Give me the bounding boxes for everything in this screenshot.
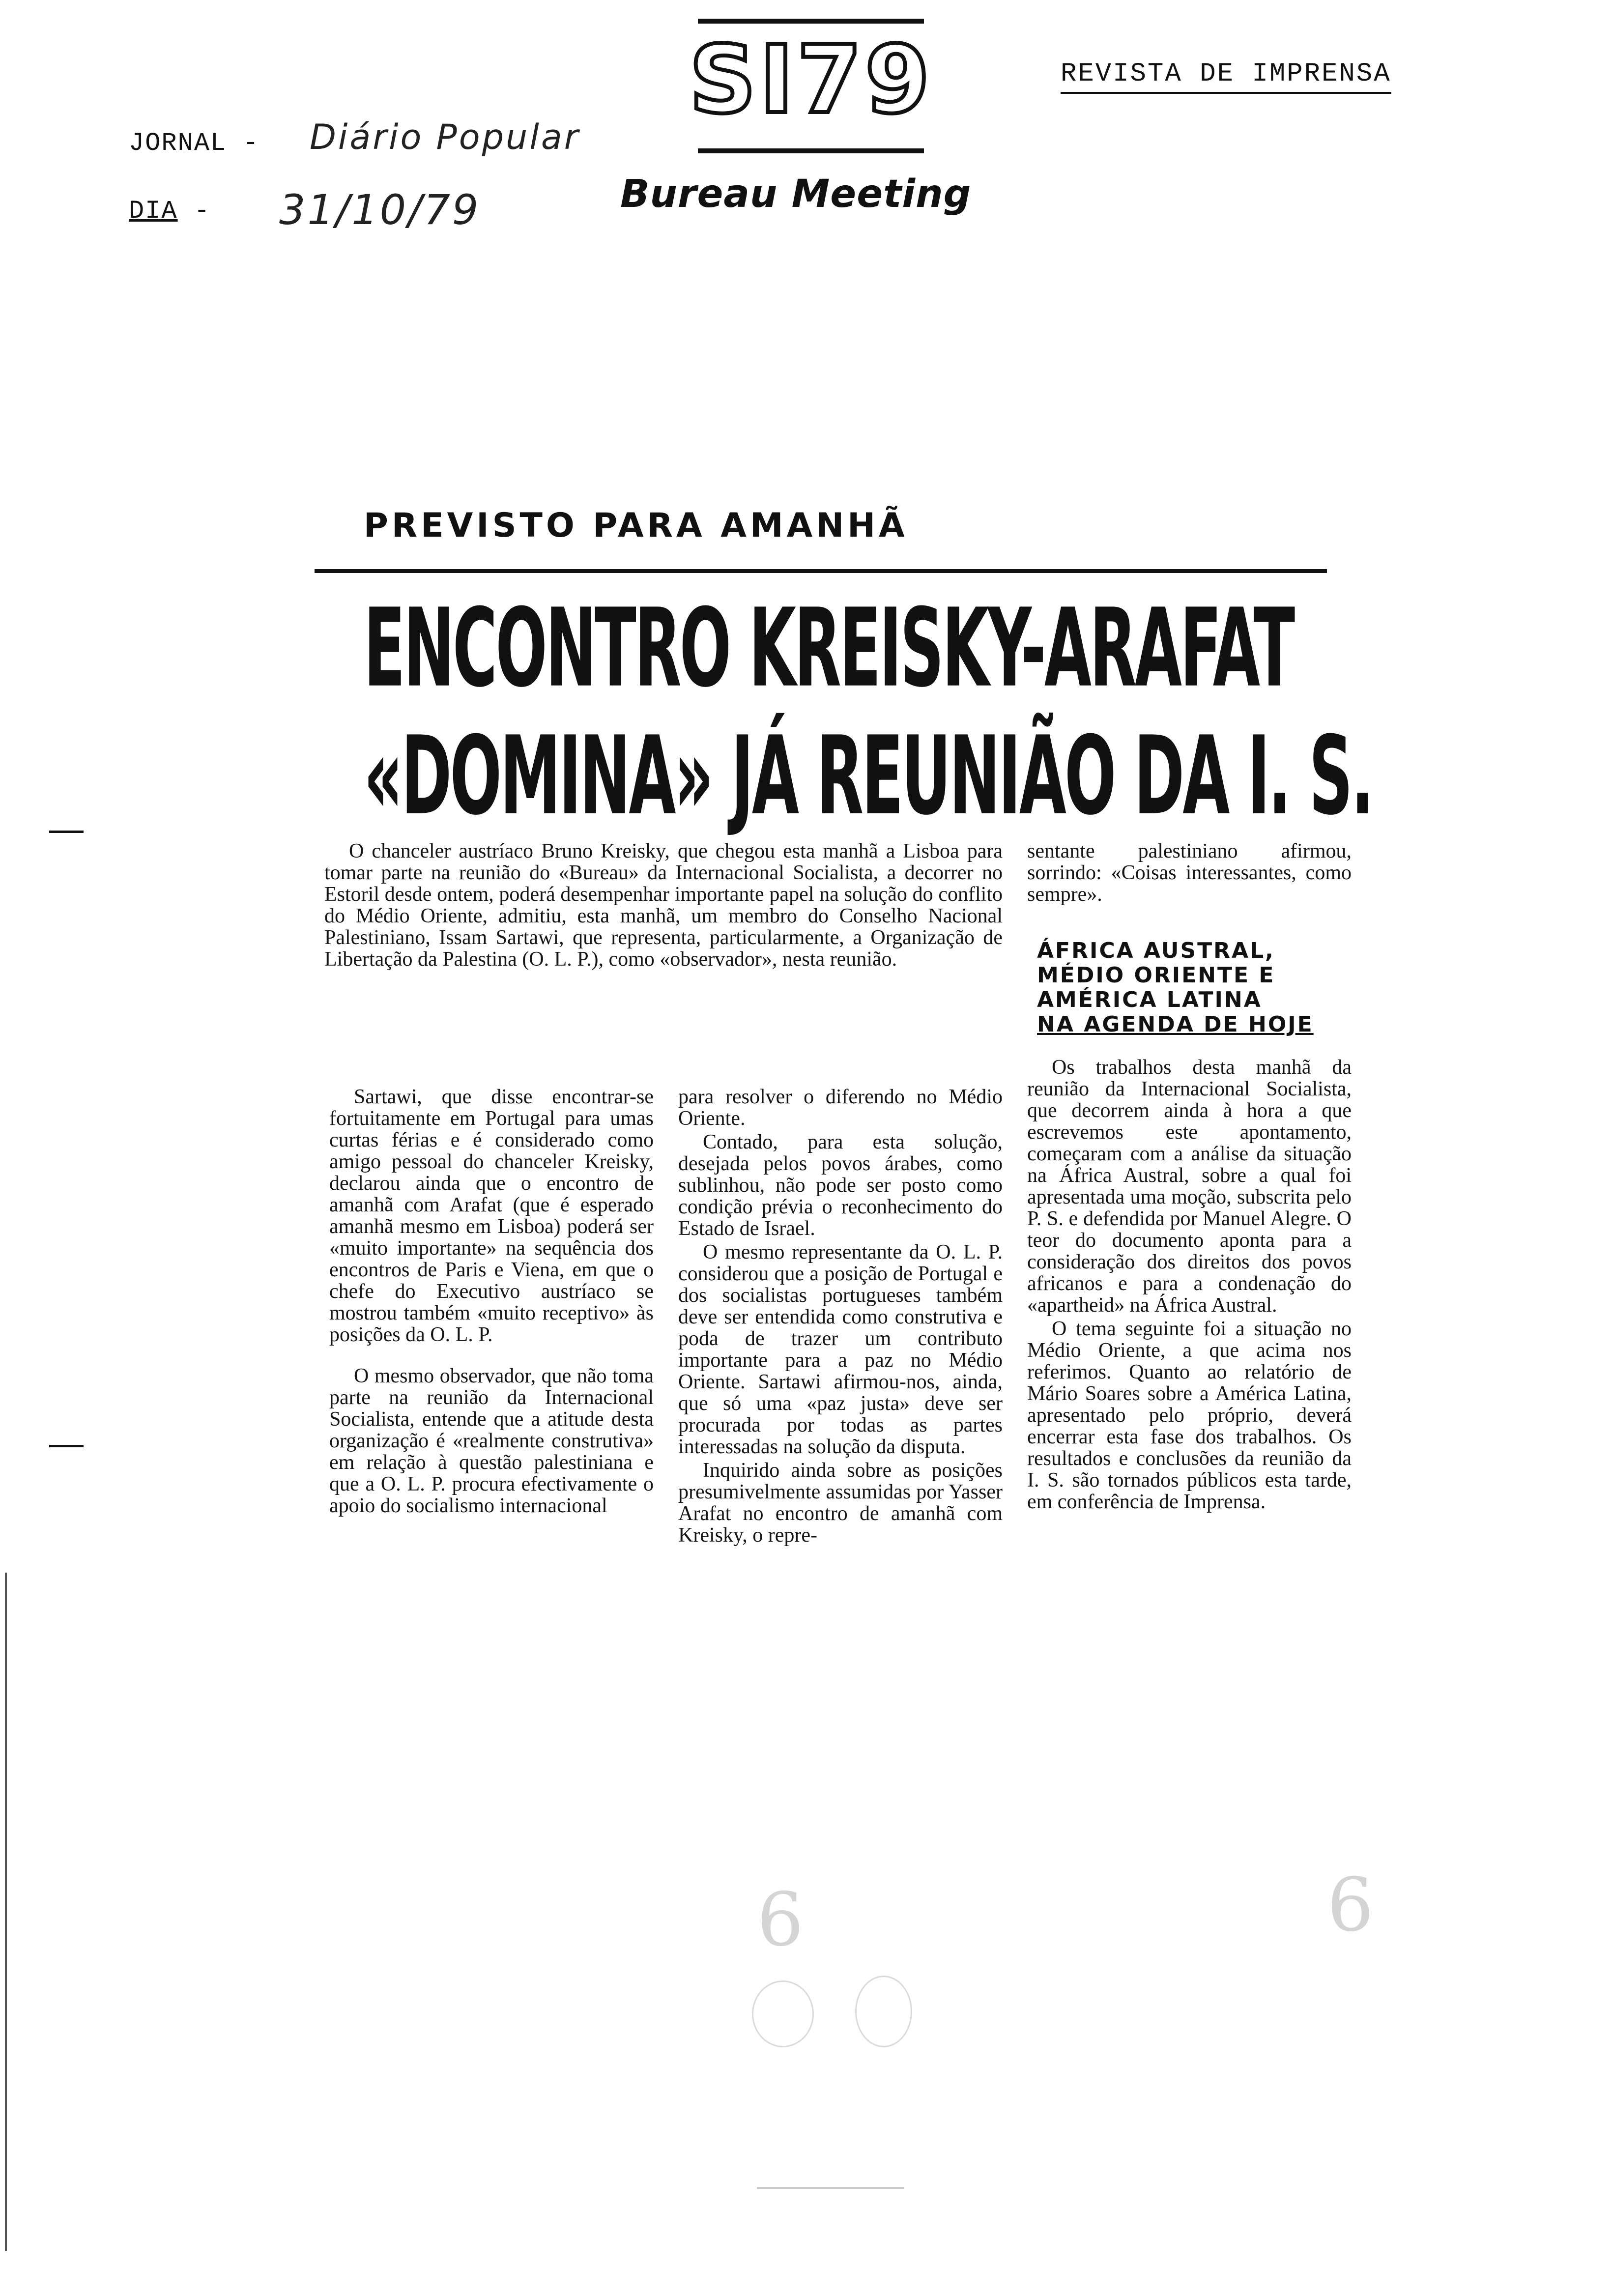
bottom-faint-line xyxy=(757,2187,904,2189)
logo-bottom-bar xyxy=(698,148,924,153)
agenda-subheading-line-1: ÁFRICA AUSTRAL, xyxy=(1037,938,1275,963)
headline-line-1: ENCONTRO KREISKY-ARAFAT xyxy=(364,585,1294,712)
margin-scan-edge xyxy=(5,1573,7,2251)
logo-mark: SI79 xyxy=(689,26,933,134)
headline-line-2: «DOMINA» JÁ REUNIÃO DA I. S. xyxy=(364,713,1373,839)
dia-label-text: DIA xyxy=(129,197,178,226)
lead-text: O chanceler austríaco Bruno Kreisky, que chegou esta manhã a Lisboa para tomar parte na reunião do «Bureau» da Internacional Socialista, a decorrer no Estoril desde ontem, poderá desempenhar importante papel na solução do conflito do Médio Oriente, admitiu, esta manhã, um membro do Conselho Nacional Palestiniano, Issam Sartawi, que representa, particularmente, a Organização de Libertação da Palestina (O. L. P.), como «observador», nesta reunião. xyxy=(324,840,1003,971)
jornal-handwritten-value: Diário Popular xyxy=(310,117,580,157)
col3-paragraph-2: O tema seguinte foi a situação no Médio Oriente, a que acima nos referimos. Quanto ao relatório de Mário Soares sobre a América Latina, apresentado pelo próprio, deverá encerrar esta fase dos trabalhos. Os resultados e conclusões da reunião da I. S. são tornados públicos esta tarde, em conferência de Imprensa. xyxy=(1027,1318,1352,1513)
col2-paragraph-4: Inquirido ainda sobre as posições presumivelmente assumidas por Yasser Arafat no encontro de amanhã com Kreisky, o repre- xyxy=(678,1459,1003,1547)
agenda-subheading xyxy=(1037,939,1361,1037)
article xyxy=(315,487,1373,1745)
col1-paragraph-1: Sartawi, que disse encontrar-se fortuitamente em Portugal para umas curtas férias e é considerado como amigo pessoal do chanceler Kreisky, declarou ainda que o encontro de amanhã com Arafat (que é esperado amanhã mesmo em Lisboa) poderá ser «muito importante» na sequência dos encontros de Paris e Viena, em que o chefe do Executivo austríaco se mostrou também «muito receptivo» às posições da O. L. P. xyxy=(329,1086,654,1346)
dia-handwritten-value: 31/10/79 xyxy=(279,186,481,234)
dia-label xyxy=(129,197,210,226)
column-3-body xyxy=(1027,1057,1352,1532)
col2-paragraph-2: Contado, para esta solução, desejada pelos povos árabes, como sublinhou, não pode ser posto como condição prévia o reconhecimento do Estado de Israel. xyxy=(678,1131,1003,1240)
revista-de-imprensa-label: REVISTA DE IMPRENSA xyxy=(1061,59,1391,94)
stamp-mark-1: 6 xyxy=(757,1877,804,1963)
column-2 xyxy=(678,1086,1003,1566)
dia-label-sep: - xyxy=(194,197,211,226)
lead-paragraph xyxy=(324,840,1003,990)
si79-logo xyxy=(688,10,934,167)
article-top-rule xyxy=(315,569,1327,573)
margin-dash-bottom xyxy=(49,1445,84,1447)
agenda-subheading-line-2: MÉDIO ORIENTE E xyxy=(1037,963,1275,988)
col1-paragraph-2: O mesmo observador, que não toma parte na reunião da Internacional Socialista, entende que a atitude desta organização é «realmente construtiva» em relação à questão palestiniana e que a O. L. P. procura efectivamente o apoio do socialismo internacional xyxy=(329,1365,654,1517)
logo-top-bar xyxy=(698,19,924,24)
column-3 xyxy=(1027,840,1352,925)
margin-dash-top xyxy=(49,831,84,833)
agenda-subheading-line-3: AMÉRICA LATINA xyxy=(1037,987,1262,1012)
jornal-label: JORNAL - xyxy=(129,129,259,158)
col2-paragraph-3: O mesmo representante da O. L. P. considerou que a posição de Portugal e dos socialistas portugueses também deve ser entendida como construtiva e poda de trazer um contributo importante para a paz no Médio Oriente. Sartawi afirmou-nos, ainda, que só uma «paz justa» deve ser procurada por todas as partes interessadas na solução da disputa. xyxy=(678,1241,1003,1458)
col2-paragraph-1: para resolver o diferendo no Médio Oriente. xyxy=(678,1086,1003,1130)
stamp-smudge-left xyxy=(752,1980,814,2047)
col3-paragraph-1: Os trabalhos desta manhã da reunião da Internacional Socialista, que decorrem ainda à hora a que escrevemos este apontamento, começaram com a análise da situação na África Austral, sobre a qual foi apresentada uma moção, subscrita pelo P. S. e defendida por Manuel Alegre. O teor do documento aponta para a consideração dos direitos dos povos africanos e para a condenação do «apartheid» na África Austral. xyxy=(1027,1056,1352,1317)
article-kicker: PREVISTO PARA AMANHÃ xyxy=(364,506,908,545)
faint-stamp xyxy=(737,1867,958,2094)
column-1 xyxy=(329,1086,654,1536)
col3-continuation: sentante palestiniano afirmou, sorrindo: «Coisas interessantes, como sempre». xyxy=(1027,840,1352,906)
logo-subtitle: Bureau Meeting xyxy=(620,172,972,216)
stamp-smudge-right xyxy=(855,1976,912,2047)
faint-stamp-right: 6 xyxy=(1327,1863,1374,1948)
agenda-subheading-line-4: NA AGENDA DE HOJE xyxy=(1037,1012,1314,1037)
